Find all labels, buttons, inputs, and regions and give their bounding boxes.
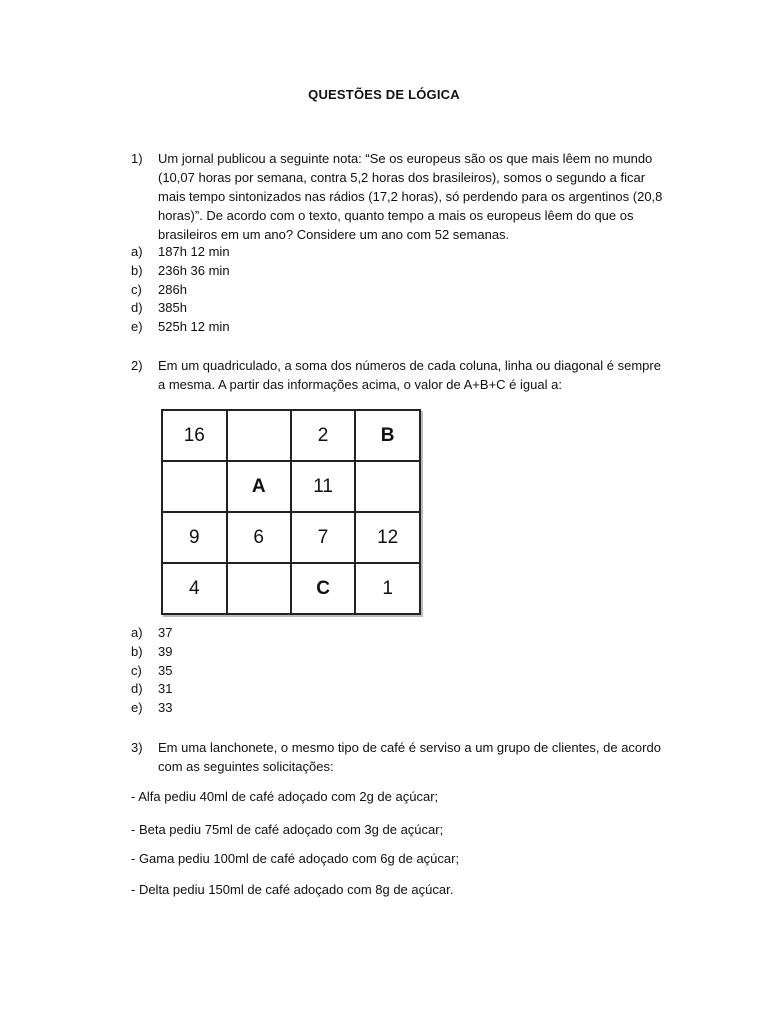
option <box>131 299 230 318</box>
grid-row <box>162 512 420 563</box>
question-3 <box>131 738 671 776</box>
option-letter: e) <box>131 319 143 335</box>
option-letter: c) <box>131 281 142 297</box>
option <box>131 281 230 300</box>
question-text: Um jornal publicou a seguinte nota: “Se os europeus são os que mais lêem no mundo (10,07 horas por semana, contra 5,2 horas dos brasileiros), somos o segundo a ficar mais tempo sintonizados nas rádios (17,2 horas), só perdendo para os argentinos (20,8 horas)”. De acordo com o texto, quanto tempo a mais os europeus lêem do que os brasileiros em um ano? Considere um ano com 52 semanas. <box>158 151 663 242</box>
option-letter: d) <box>131 681 143 697</box>
option <box>131 243 230 262</box>
option-text: 37 <box>158 625 173 640</box>
magic-square-grid <box>161 409 421 615</box>
question-2-options <box>131 624 172 718</box>
grid-cell <box>162 461 227 512</box>
page-title: QUESTÕES DE LÓGICA <box>308 87 460 102</box>
question-2 <box>131 356 671 394</box>
grid-cell: B <box>355 410 420 461</box>
option <box>131 662 172 681</box>
grid-row <box>162 563 420 614</box>
option-text: 286h <box>158 281 187 297</box>
option <box>131 318 230 337</box>
option <box>131 699 172 718</box>
question-text: Em uma lanchonete, o mesmo tipo de café é serviso a um grupo de clientes, de acordo com as seguintes solicitações: <box>158 740 661 774</box>
grid-cell: 12 <box>355 512 420 563</box>
option-text: 39 <box>158 643 173 659</box>
grid-cell: 2 <box>291 410 356 461</box>
grid-cell: C <box>291 563 356 614</box>
option-text: 525h 12 min <box>158 319 230 335</box>
question-number: 3) <box>131 740 143 755</box>
question-1-options <box>131 243 230 337</box>
grid-cell: A <box>227 461 291 512</box>
option-text: 33 <box>158 700 173 716</box>
option-letter: b) <box>131 643 143 659</box>
grid-cell: 1 <box>355 563 420 614</box>
option-text: 31 <box>158 681 173 697</box>
option-text: 385h <box>158 300 187 316</box>
option-text: 236h 36 min <box>158 262 230 278</box>
option <box>131 624 172 643</box>
option <box>131 643 172 662</box>
list-item: - Gama pediu 100ml de café adoçado com 6g de açúcar; <box>131 851 460 866</box>
question-number: 2) <box>131 358 143 373</box>
question-text: Em um quadriculado, a soma dos números de cada coluna, linha ou diagonal é sempre a mesma. A partir das informações acima, o valor de A+B+C é igual a: <box>158 358 661 392</box>
option <box>131 262 230 281</box>
option-letter: a) <box>131 625 143 640</box>
grid-cell: 7 <box>291 512 356 563</box>
option-letter: a) <box>131 244 143 259</box>
grid-cell: 16 <box>162 410 227 461</box>
grid-cell <box>227 410 291 461</box>
list-item: - Beta pediu 75ml de café adoçado com 3g de açúcar; <box>131 822 444 837</box>
question-1 <box>131 149 671 244</box>
grid-cell: 4 <box>162 563 227 614</box>
option-letter: b) <box>131 262 143 278</box>
option-letter: e) <box>131 700 143 716</box>
list-item: - Alfa pediu 40ml de café adoçado com 2g de açúcar; <box>131 789 439 804</box>
option <box>131 680 172 699</box>
option-text: 187h 12 min <box>158 244 230 259</box>
grid-cell: 11 <box>291 461 356 512</box>
grid-row <box>162 410 420 461</box>
option-letter: c) <box>131 662 142 678</box>
grid-row <box>162 461 420 512</box>
grid-cell <box>355 461 420 512</box>
grid-cell <box>227 563 291 614</box>
list-item: - Delta pediu 150ml de café adoçado com 8g de açúcar. <box>131 882 454 897</box>
grid-cell: 9 <box>162 512 227 563</box>
option-text: 35 <box>158 662 173 678</box>
question-number: 1) <box>131 151 143 166</box>
grid-cell: 6 <box>227 512 291 563</box>
option-letter: d) <box>131 300 143 316</box>
